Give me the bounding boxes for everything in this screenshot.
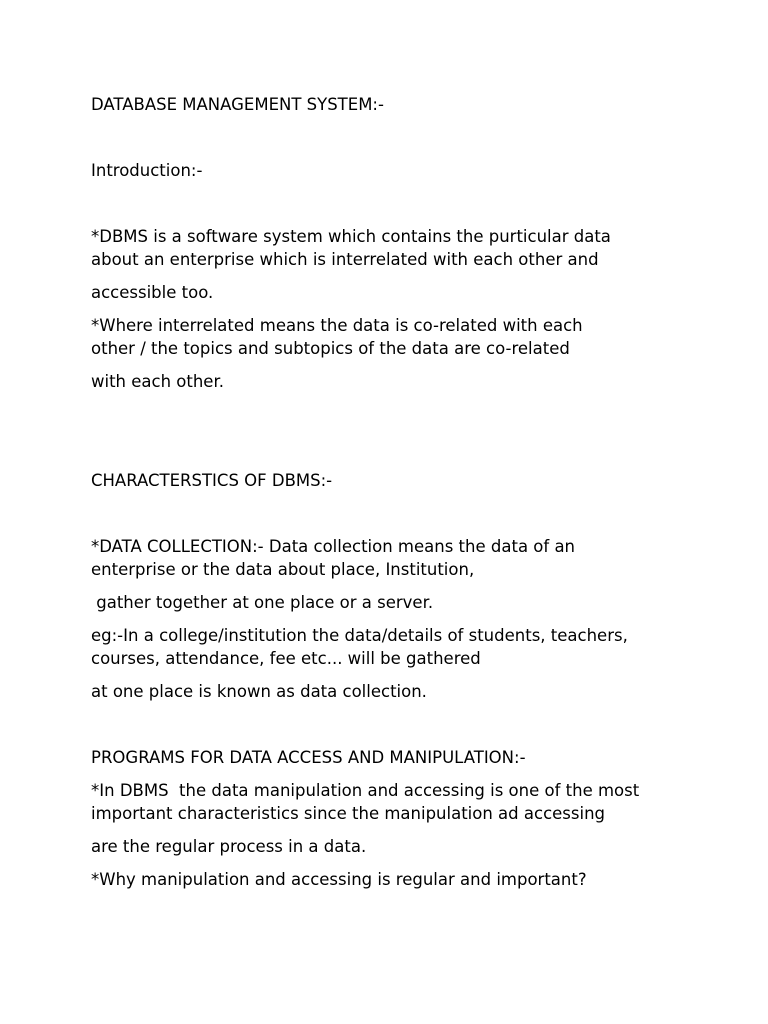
- data-collection-continuation: gather together at one place or a server.: [91, 593, 434, 612]
- example-line-2: courses, attendance, fee etc... will be gathered: [91, 649, 481, 668]
- example-continuation: at one place is known as data collection.: [91, 682, 427, 701]
- data-collection-line-2: enterprise or the data about place, Institution,: [91, 560, 475, 579]
- document-heading: DATABASE MANAGEMENT SYSTEM:-: [91, 95, 384, 114]
- intro-paragraph-line-1: *DBMS is a software system which contains the purticular data: [91, 227, 611, 246]
- data-collection-line-1: *DATA COLLECTION:- Data collection means the data of an: [91, 537, 576, 556]
- intro-paragraph-line-2: about an enterprise which is interrelated with each other and: [91, 250, 599, 269]
- interrelated-paragraph-line-2: other / the topics and subtopics of the data are co-related: [91, 339, 570, 358]
- interrelated-paragraph-continuation: with each other.: [91, 372, 224, 391]
- characteristics-heading: CHARACTERSTICS OF DBMS:-: [91, 471, 333, 490]
- programs-line-2: important characteristics since the manipulation ad accessing: [91, 804, 605, 823]
- intro-paragraph-continuation: accessible too.: [91, 283, 214, 302]
- programs-continuation: are the regular process in a data.: [91, 837, 367, 856]
- programs-line-1: *In DBMS the data manipulation and accessing is one of the most: [91, 781, 640, 800]
- interrelated-paragraph-line-1: *Where interrelated means the data is co-related with each: [91, 316, 583, 335]
- example-line-1: eg:-In a college/institution the data/details of students, teachers,: [91, 626, 628, 645]
- programs-heading: PROGRAMS FOR DATA ACCESS AND MANIPULATION:-: [91, 748, 526, 767]
- intro-heading: Introduction:-: [91, 161, 203, 180]
- question-line: *Why manipulation and accessing is regular and important?: [91, 870, 587, 889]
